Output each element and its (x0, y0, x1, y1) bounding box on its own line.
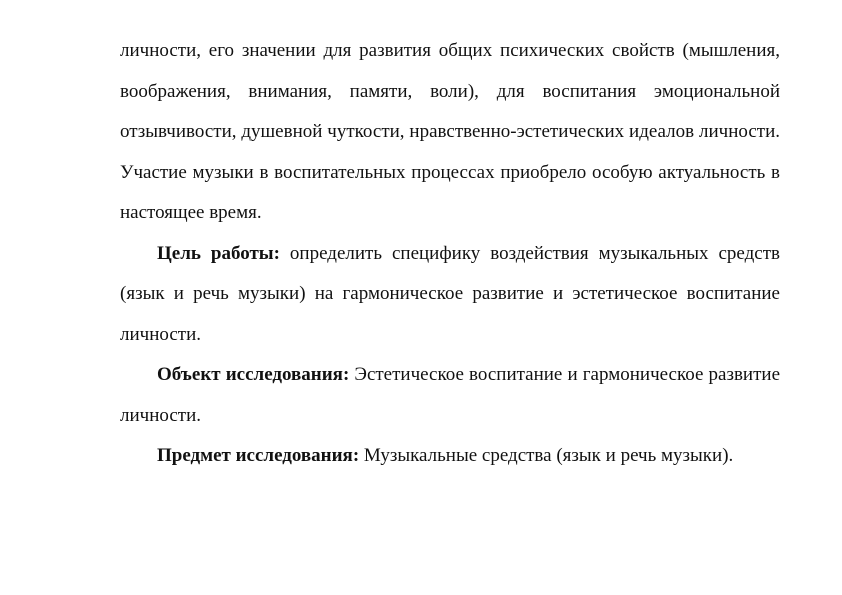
subject-text: Музыкальные средства (язык и речь музыки). (359, 445, 734, 466)
object-paragraph (120, 355, 780, 436)
object-label: Объект исследования: (157, 364, 350, 385)
subject-label: Предмет исследования: (157, 445, 360, 466)
document-body (120, 31, 780, 477)
subject-paragraph (120, 436, 780, 477)
object-text: Эстетическое воспитание и гармоническое развитие личности. (120, 364, 780, 426)
goal-label: Цель работы: (157, 242, 280, 264)
goal-text: определить специфику воздействия музыкальных средств (язык и речь музыки) на гармоническое развитие и эстетическое воспитание личности. (120, 242, 780, 345)
intro-paragraph: личности, его значении для развития общих психических свойств (мышления, воображения, внимания, памяти, воли), для воспитания эмоциональной отзывчивости, душевной чуткости, нравственно-эстетических идеалов личности. Участие музыки в воспитательных процессах приобрело особую актуальность в настоящее время. (120, 40, 780, 223)
goal-paragraph (120, 234, 780, 356)
